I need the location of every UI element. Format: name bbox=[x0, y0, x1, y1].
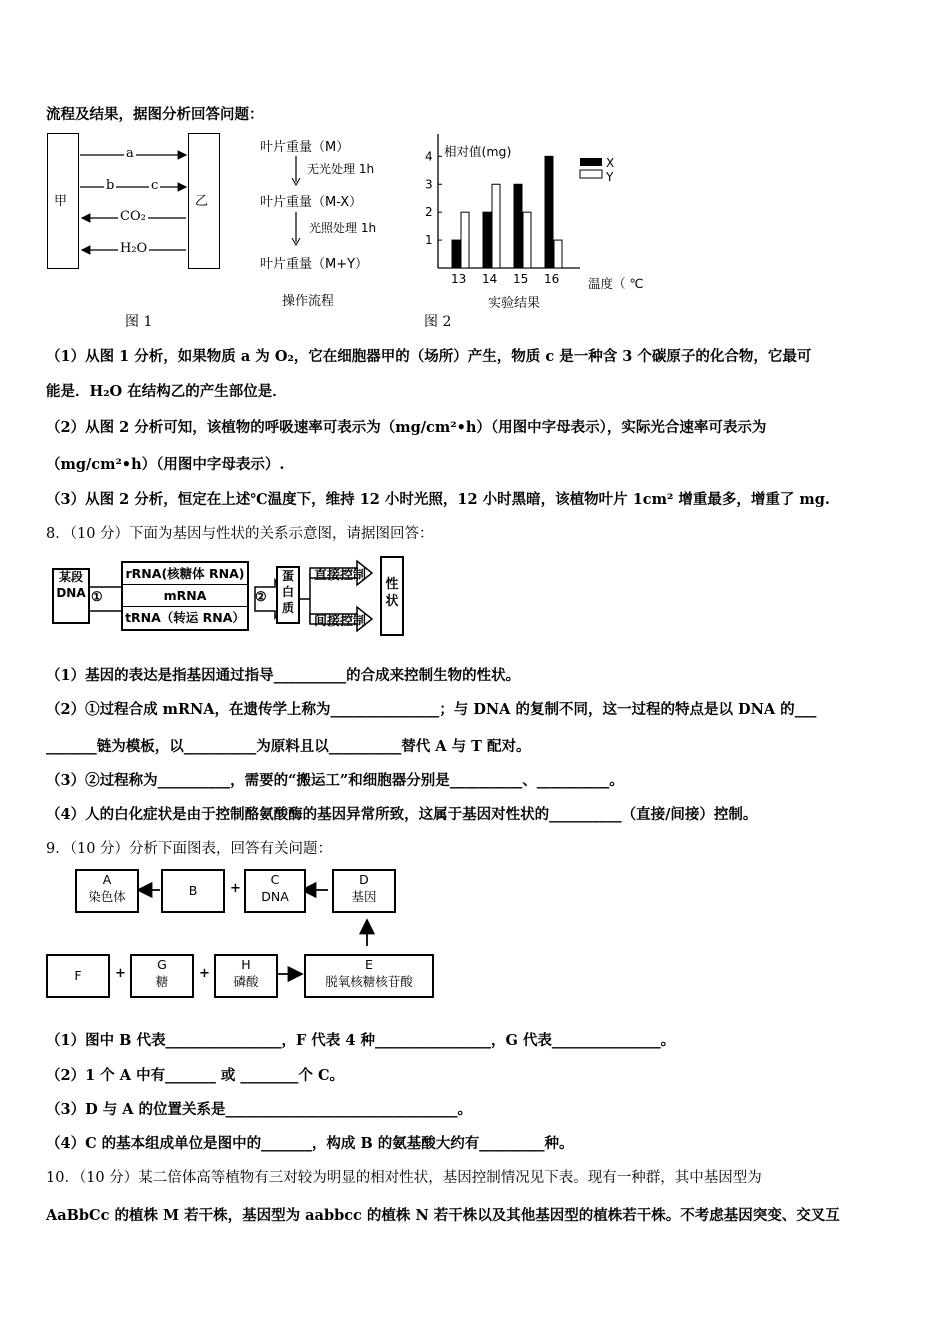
process-1-label: ① bbox=[91, 590, 103, 605]
q8-part1: （1）基因的表达是指基因通过指导__________的合成来控制生物的性状。 bbox=[46, 667, 521, 684]
experiment-chart bbox=[400, 128, 670, 313]
figure-2-caption: 图 2 bbox=[424, 314, 452, 330]
flow-arrow-1 bbox=[290, 156, 302, 186]
bar-y-14 bbox=[492, 184, 500, 268]
y-tick-label: 4 bbox=[425, 149, 433, 164]
bar-x-16 bbox=[545, 156, 553, 268]
chart-caption: 实验结果 bbox=[488, 296, 541, 311]
box-a bbox=[75, 869, 139, 913]
box-h-letter: H bbox=[241, 957, 251, 972]
organelle-yi-label: 乙 bbox=[195, 194, 209, 209]
flow-caption: 操作流程 bbox=[282, 294, 335, 309]
label-co2: CO₂ bbox=[120, 209, 146, 224]
y-axis-label: 相对值(mg) bbox=[444, 144, 512, 159]
q7-part1-a: （1）从图 1 分析，如果物质 a 为 O₂，它在细胞器甲的（场所）产生，物质 c 是一种含 3 个碳原子的化合物，它最可 bbox=[46, 348, 812, 365]
plus-3: + bbox=[199, 966, 210, 981]
y-tick-label: 1 bbox=[425, 233, 433, 248]
q7-part1-b: 能是．H₂O 在结构乙的产生部位是． bbox=[46, 383, 287, 400]
q7-part2-b: （mg/cm²•h）（用图中字母表示）. bbox=[46, 456, 285, 473]
direct-control-label: 直接控制 bbox=[314, 568, 367, 583]
flow-step-1: 叶片重量（M） bbox=[260, 140, 350, 155]
x-tick-label: 16 bbox=[544, 272, 560, 286]
box-g bbox=[130, 954, 194, 998]
flow-arrow-2 bbox=[290, 212, 302, 246]
y-tick-label: 3 bbox=[425, 177, 433, 192]
x-tick-label: 13 bbox=[451, 272, 467, 286]
bar-x-15 bbox=[514, 184, 522, 268]
q9-part1: （1）图中 B 代表________________，F 代表 4 种________________，G 代表_______________。 bbox=[46, 1032, 676, 1049]
x-tick-label: 14 bbox=[482, 272, 498, 286]
box-e-letter: E bbox=[365, 957, 373, 972]
bar-x-14 bbox=[483, 212, 491, 268]
organelle-jia-label: 甲 bbox=[54, 194, 68, 209]
bar-y-13 bbox=[461, 212, 469, 268]
q8-part3: （3）②过程称为__________，需要的“搬运工”和细胞器分别是__________、__________。 bbox=[46, 772, 624, 789]
box-a-letter: A bbox=[102, 872, 112, 887]
plus-2: + bbox=[115, 966, 126, 981]
box-f: F bbox=[46, 954, 110, 998]
legend-swatch-y bbox=[580, 170, 602, 178]
mrna-label: mRNA bbox=[123, 585, 247, 607]
label-a: a bbox=[126, 146, 134, 161]
x-axis-label: 温度（ ℃ bbox=[588, 276, 644, 291]
legend-label-x: X bbox=[606, 156, 615, 170]
q9-part3: （3）D 与 A 的位置关系是________________________________。 bbox=[46, 1101, 473, 1118]
plus-1: + bbox=[230, 881, 241, 896]
process-2-label: ② bbox=[255, 590, 267, 605]
box-d-text: 基因 bbox=[351, 889, 377, 904]
label-c: c bbox=[151, 178, 159, 193]
box-h bbox=[214, 954, 278, 998]
box-a-text: 染色体 bbox=[88, 889, 126, 904]
q8-part4: （4）人的白化症状是由于控制酪氨酸酶的基因异常所致，这属于基因对性状的__________（直接/间接）控制。 bbox=[46, 806, 758, 823]
bar-y-15 bbox=[523, 212, 531, 268]
box-g-text: 糖 bbox=[155, 974, 169, 989]
flow-step-3: 叶片重量（M+Y） bbox=[260, 257, 369, 272]
x-tick-label: 15 bbox=[513, 272, 529, 286]
trait-box: 性状 bbox=[380, 556, 404, 636]
box-g-letter: G bbox=[157, 957, 167, 972]
bar-y-16 bbox=[554, 240, 562, 268]
box-e-text: 脱氧核糖核苷酸 bbox=[325, 974, 413, 989]
q9-part2: （2）1 个 A 中有_______ 或 ________个 C。 bbox=[46, 1067, 345, 1084]
trna-label: tRNA（转运 RNA） bbox=[125, 610, 245, 625]
figure-1-caption: 图 1 bbox=[125, 314, 153, 330]
flow-step-2: 叶片重量（M-X） bbox=[260, 195, 363, 210]
box-h-text: 磷酸 bbox=[233, 974, 259, 989]
legend-label-y: Y bbox=[606, 170, 614, 184]
q7-part2-a: （2）从图 2 分析可知，该植物的呼吸速率可表示为（mg/cm²•h）（用图中字母表示），实际光合速率可表示为 bbox=[46, 419, 767, 436]
box-e bbox=[304, 954, 434, 998]
box-c-text: DNA bbox=[261, 889, 289, 904]
box-d bbox=[332, 869, 396, 913]
label-b: b bbox=[106, 178, 115, 193]
flow-op-1: 无光处理 1h bbox=[307, 162, 375, 176]
q8-heading: 8．（10 分）下面为基因与性状的关系示意图，请据图回答： bbox=[46, 526, 434, 542]
flow-op-2: 光照处理 1h bbox=[309, 221, 377, 235]
q10-line-1: 10．（10 分）某二倍体高等植物有三对较为明显的相对性状，基因控制情况见下表。现有一种群，其中基因型为 bbox=[46, 1170, 762, 1186]
bar-x-13 bbox=[452, 240, 460, 268]
box-c-letter: C bbox=[270, 872, 280, 887]
box-c bbox=[244, 869, 306, 913]
protein-box: 蛋白质 bbox=[276, 566, 300, 624]
q8-part2-b: _______链为模板，以__________为原料且以__________替代 A 与 T 配对。 bbox=[46, 738, 531, 755]
intro-text: 流程及结果，据图分析回答问题： bbox=[46, 106, 264, 123]
y-tick-label: 2 bbox=[425, 205, 433, 220]
label-h2o: H₂O bbox=[120, 241, 148, 256]
box-b: B bbox=[161, 869, 225, 913]
q9-heading: 9．（10 分）分析下面图表，回答有关问题： bbox=[46, 841, 333, 857]
q7-part3: （3）从图 2 分析，恒定在上述℃温度下，维持 12 小时光照，12 小时黑暗，该植物叶片 1cm² 增重最多，增重了 mg. bbox=[46, 491, 830, 508]
q10-line-2: AaBbCc 的植株 M 若干株，基因型为 aabbcc 的植株 N 若干株以及其他基因型的植株若干株。不考虑基因突变、交叉互 bbox=[46, 1207, 840, 1224]
legend-swatch-x bbox=[580, 158, 602, 166]
indirect-control-label: 间接控制 bbox=[314, 614, 367, 629]
dna-box: 某段DNA bbox=[52, 568, 90, 624]
rna-box bbox=[121, 561, 249, 631]
q8-part2-a: （2）①过程合成 mRNA，在遗传学上称为_______________；与 DNA 的复制不同，这一过程的特点是以 DNA 的___ bbox=[46, 701, 817, 718]
q9-part4: （4）C 的基本组成单位是图中的_______，构成 B 的氨基酸大约有_________种。 bbox=[46, 1135, 574, 1152]
box-d-letter: D bbox=[359, 872, 369, 887]
rrna-label: rRNA(核糖体 RNA) bbox=[123, 563, 247, 585]
